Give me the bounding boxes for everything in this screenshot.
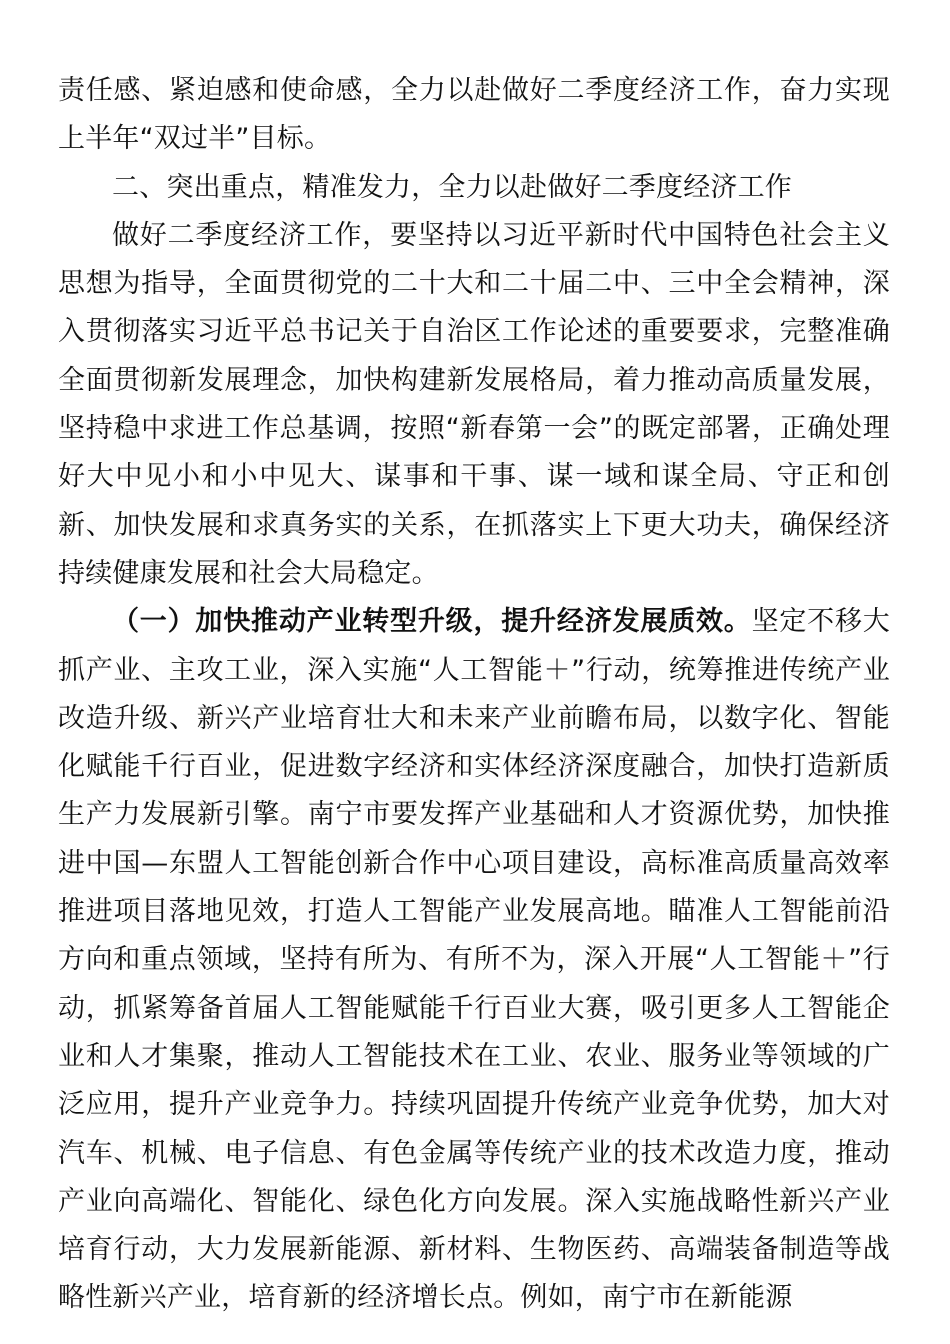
paragraph-continuation: 责任感、紧迫感和使命感，全力以赴做好二季度经济工作，奋力实现上半年“双过半”目标。 [58, 75, 890, 155]
paragraph-industry-body: 坚定不移大抓产业、主攻工业，深入实施“人工智能＋”行动，统筹推进传统产业改造升级、新兴产业培育壮大和未来产业前瞻布局，以数字化、智能化赋能千行百业，促进数字经济和实体经济深度融合，加快打造新质生产力发展新引擎。南宁市要发挥产业基础和人才资源优势，加快推进中国—东盟人工智能创新合作中心项目建设，高标准高质量高效率推进项目落地见效，打造人工智能产业发展高地。瞄准人工智能前沿方向和重点领域，坚持有所为、有所不为，深入开展“人工智能＋”行动，抓紧筹备首届人工智能赋能千行百业大赛，吸引更多人工智能企业和人才集聚，推动人工智能技术在工业、农业、服务业等领域的广泛应用，提升产业竞争力。持续巩固提升传统产业竞争优势，加大对汽车、机械、电子信息、有色金属等传统产业的技术改造力度，推动产业向高端化、智能化、绿色化方向发展。深入实施战略性新兴产业培育行动，大力发展新能源、新材料、生物医药、高端装备制造等战略性新兴产业，培育新的经济增长点。例如，南宁市在新能源 [58, 606, 890, 1314]
paragraph-industry [58, 598, 890, 1322]
subsection-heading: （一）加快推动产业转型升级，提升经济发展质效。 [112, 606, 752, 638]
paragraph-intro: 做好二季度经济工作，要坚持以习近平新时代中国特色社会主义思想为指导，全面贯彻党的二十大和二十届二中、三中全会精神，深入贯彻落实习近平总书记关于自治区工作论述的重要要求，完整准确全面贯彻新发展理念，加快构建新发展格局，着力推动高质量发展，坚持稳中求进工作总基调，按照“新春第一会”的既定部署，正确处理好大中见小和小中见大、谋事和干事、谋一域和谋全局、守正和创新、加快发展和求真务实的关系，在抓落实上下更大功夫，确保经济持续健康发展和社会大局稳定。 [58, 219, 890, 589]
section-heading: 二、突出重点，精准发力，全力以赴做好二季度经济工作 [112, 171, 792, 203]
document-page [58, 67, 890, 1323]
